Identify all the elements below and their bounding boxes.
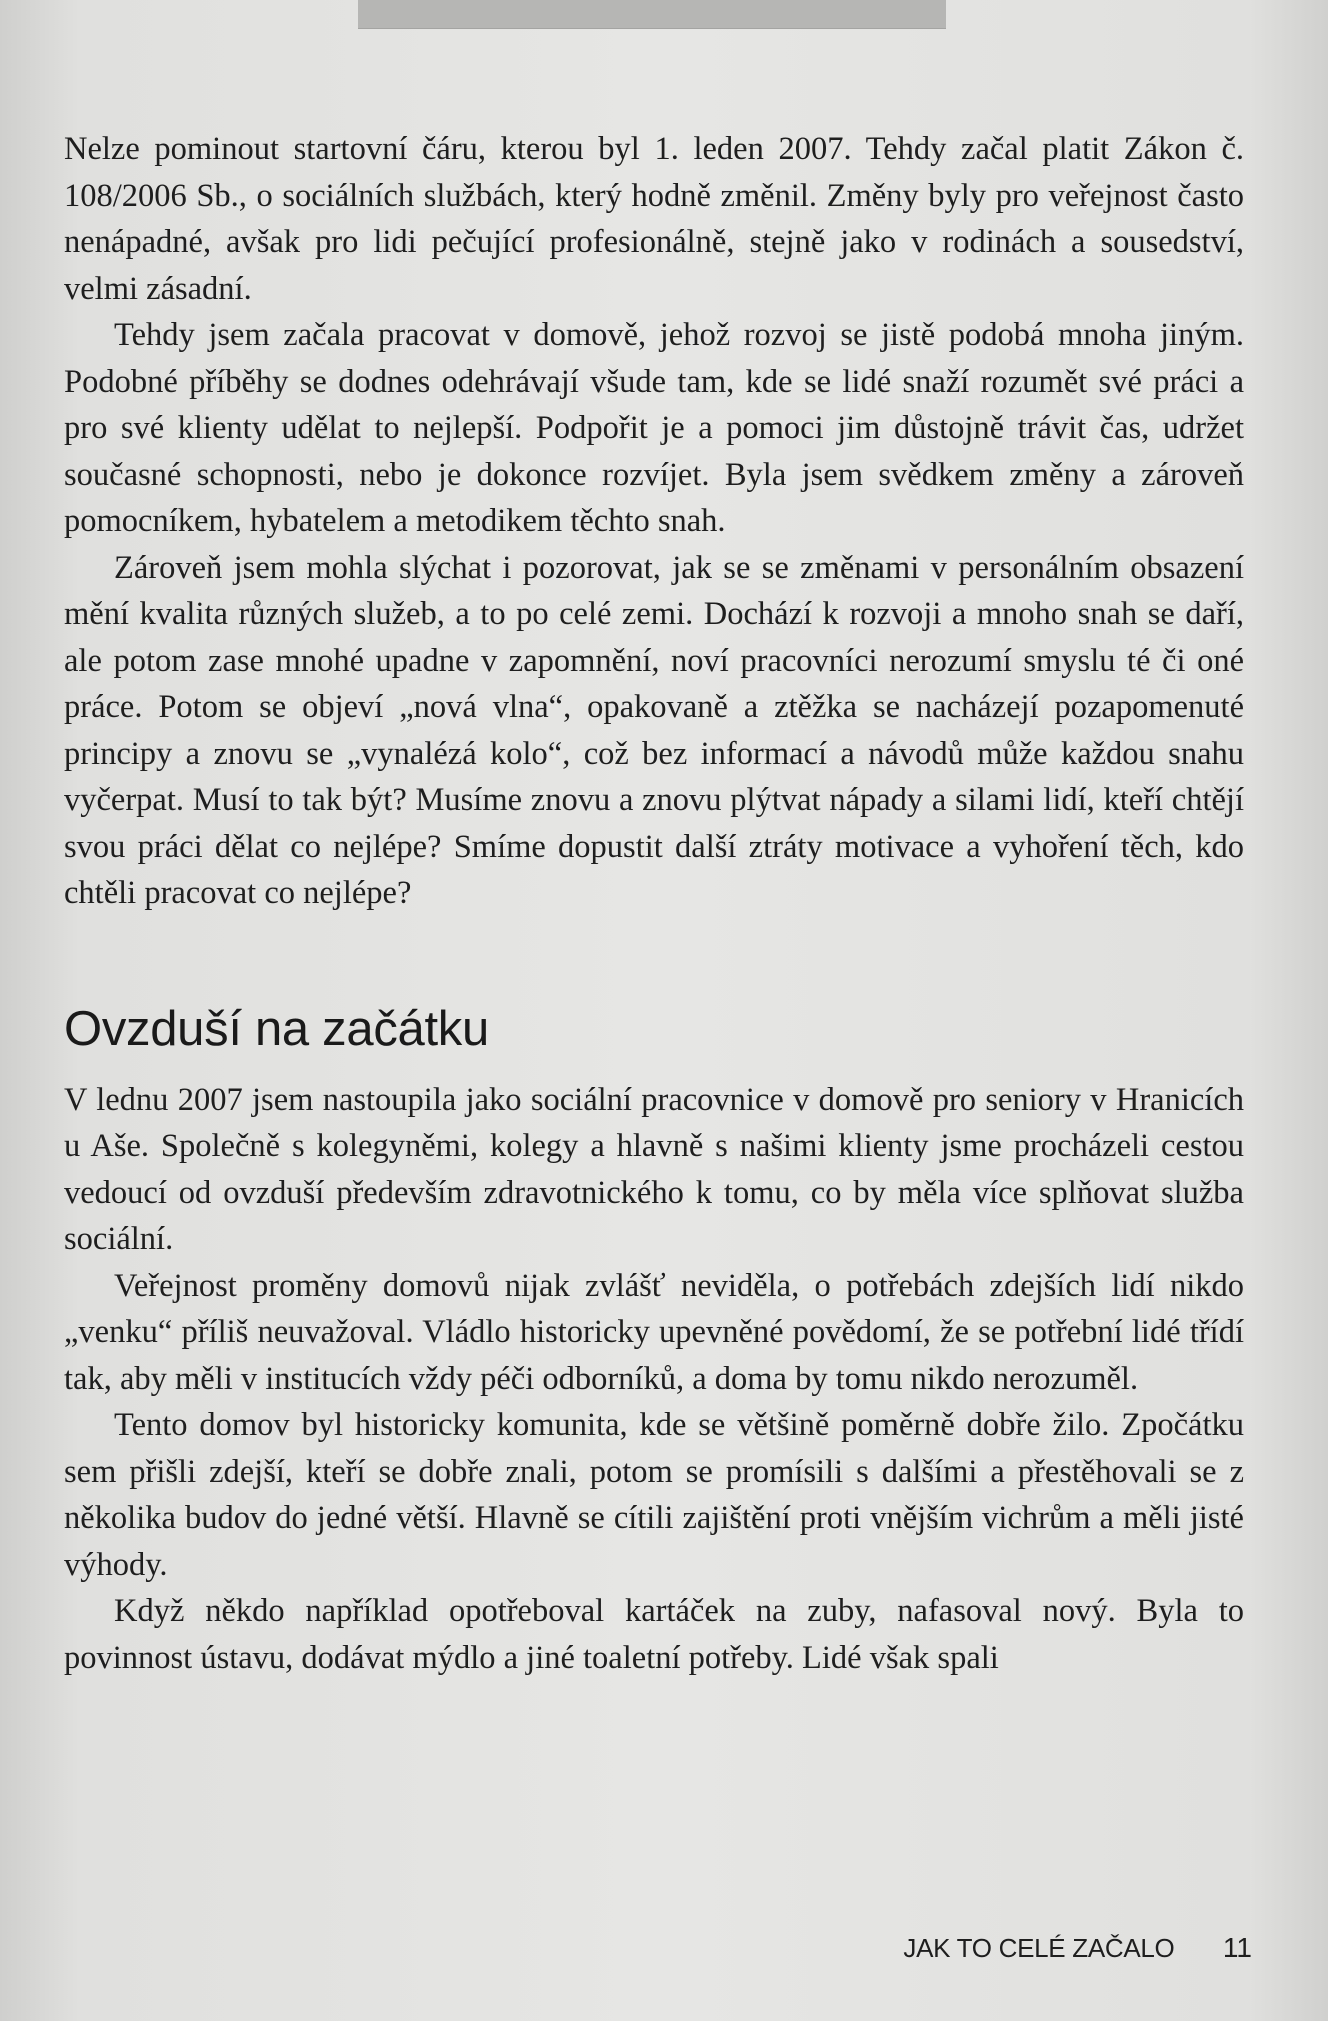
heading-spacer-bottom: [64, 1059, 1244, 1077]
page-number: 11: [1222, 1932, 1252, 1963]
running-head: JAK TO CELÉ ZAČALO: [903, 1933, 1175, 1963]
paragraph-intro-3: Zároveň jsem mohla slýchat i pozorovat, jak se se změnami v personálním obsazení mění kvalita různých služeb, a to po celé zemi. Dochází k rozvoji a mnoho snah se daří, ale potom zase mnohé upadne v zapomnění, noví pracovníci nerozumí smyslu té či oné práce. Potom se objeví „nová vlna“, opakovaně a ztěžka se nacházejí pozapomenuté principy a znovu se „vynalézá kolo“, což bez informací a návodů může každou snahu vyčerpat. Musí to tak být? Musíme znovu a znovu plýtvat nápady a silami lidí, kteří chtějí svou práci dělat co nejlépe? Smíme dopustit další ztráty motivace a vyhoření těch, kdo chtěli pracovat co nejlépe?: [64, 549, 1244, 911]
heading-spacer-top: [64, 917, 1244, 999]
page-footer: [0, 1932, 1252, 1964]
paragraph-section-2: Veřejnost proměny domovů nijak zvlášť neviděla, o potřebách zdejších lidí nikdo „venku“ příliš neuvažoval. Vládlo historicky upevněné povědomí, že se potřební lidé třídí tak, aby měli v institucích vždy péči odborníků, a doma by tomu nikdo nerozuměl.: [64, 1267, 1244, 1397]
top-image-fragment: [358, 0, 946, 29]
paragraph-section-3: Tento domov byl historicky komunita, kde se většině poměrně dobře žilo. Zpočátku sem přišli zdejší, kteří se dobře znali, potom se promísili s dalšími a přestěhovali se z několika budov do jedné větší. Hlavně se cítili zajištění proti vnějším vichrům a měli jisté výhody.: [64, 1407, 1244, 1583]
paragraph-section-1: V lednu 2007 jsem nastoupila jako sociální pracovnice v domově pro seniory v Hranicích u Aše. Společně s kolegyněmi, kolegy a hlavně s našimi klienty jsme procházeli cestou vedoucí od ovzduší především zdravotnického k tomu, co by měla více splňovat služba sociální.: [64, 1081, 1244, 1257]
paragraph-intro-2: Tehdy jsem začala pracovat v domově, jehož rozvoj se jistě podobá mnoha jiným. Podobné příběhy se dodnes odehrávají všude tam, kde se lidé snaží rozumět své práci a pro své klienty udělat to nejlepší. Podpořit je a pomoci jim důstojně trávit čas, udržet současné schopnosti, nebo je dokonce rozvíjet. Byla jsem svědkem změny a zároveň pomocníkem, hybatelem a metodikem těchto snah.: [64, 317, 1244, 539]
page-content: [64, 126, 1244, 1681]
paragraph-intro-1: Nelze pominout startovní čáru, kterou byl 1. leden 2007. Tehdy začal platit Zákon č. 108/2006 Sb., o sociálních službách, který hodně změnil. Změny byly pro veřejnost často nenápadné, avšak pro lidi pečující profesionálně, stejně jako v rodinách a sousedství, velmi zásadní.: [64, 131, 1244, 307]
section-heading: Ovzduší na začátku: [64, 1001, 489, 1056]
paragraph-section-4: Když někdo například opotřeboval kartáček na zuby, nafasoval nový. Byla to povinnost ústavu, dodávat mýdlo a jiné toaletní potřeby. Lidé však spali: [64, 1593, 1244, 1676]
